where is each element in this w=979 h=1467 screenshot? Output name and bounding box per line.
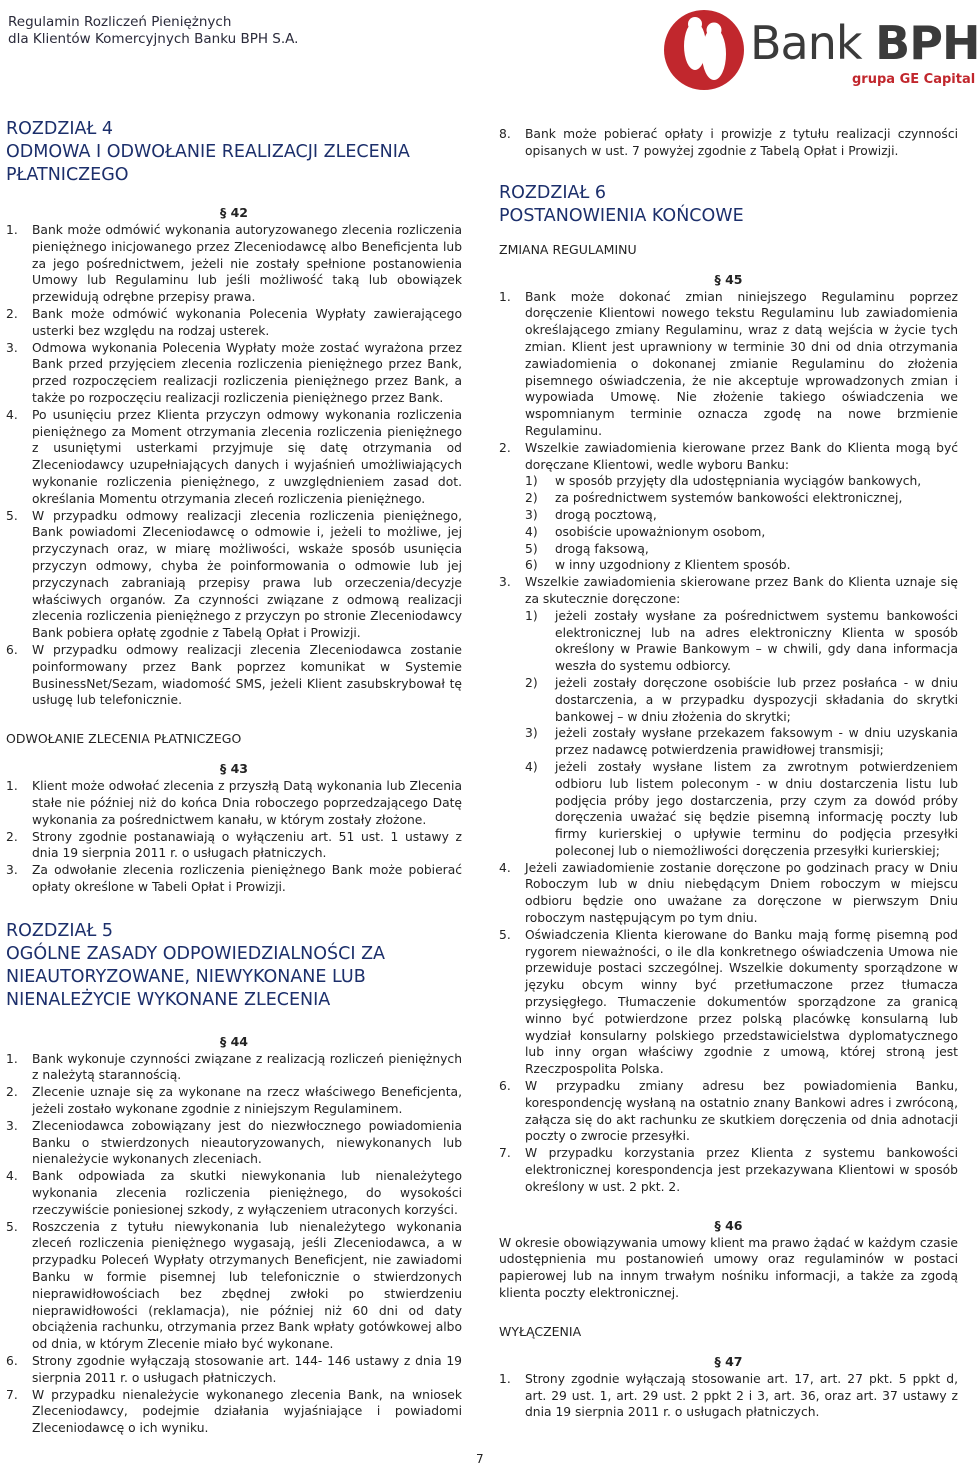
paragraph-46-text: W okresie obowiązywania umowy klient ma prawo żądać w każdym czasie udostępnienia mu postanowień umowy oraz regulaminów w postaci papierowej lub na innym trwałym nośniku informacji, a także za zgodą klienta poczty elektronicznej. xyxy=(499,1235,958,1301)
paragraph-47-number: § 47 xyxy=(714,1353,743,1369)
list-item: 1) jeżeli zostały wysłane za pośrednictwem systemu bankowości elektronicznej lub na adres elektroniczny Klienta w sposób określony w Prawie Bankowym – w chwili, gdy dana informacja weszła do systemu odbiorcy. xyxy=(525,608,958,674)
list-item: 3) jeżeli zostały wysłane przekazem faksowym - w dniu uzyskania przez nadawcę potwierdzenia prawidłowej transmisji; xyxy=(525,726,958,758)
list-item: 6. W przypadku odmowy realizacji zlecenia Zleceniodawca zostanie poinformowany przez Bank poprzez komunikat w Systemie BusinessNet/Sezam, wiadomość SMS, jeżeli Klient zasubskrybował tę usługę lub telefonicznie. xyxy=(6,642,462,708)
paragraph-45-list xyxy=(499,289,958,1196)
bank-bph-logo xyxy=(662,6,979,92)
list-item: 8. Bank może pobierać opłaty i prowizje z tytułu realizacji czynności opisanych w ust. 7 powyżej zgodnie z Tabelą Opłat i Prowizji. xyxy=(499,127,958,158)
list-item: 4. Jeżeli zawiadomienie zostanie doręczone po godzinach pracy w Dniu Roboczym lub w dniu niebędącym Dniem roboczym w miejscu odbioru będzie ono uważane za doręczone w pierwszym Dniu roboczym następującym po tym dniu. xyxy=(499,860,958,926)
paragraph-44-number: § 44 xyxy=(220,1033,248,1049)
chapter-4-heading: ROZDZIAŁ 4 ODMOWA I ODWOŁANIE REALIZACJI ZLECENIA PŁATNICZEGO xyxy=(6,119,410,185)
paragraph-44-list xyxy=(6,1051,462,1437)
delivery-methods-list xyxy=(525,473,958,574)
list-item: 3) drogą pocztową, xyxy=(525,507,657,522)
list-item: 1. Bank wykonuje czynności związane z realizacją rozliczeń pieniężnych z należytą starannością. xyxy=(6,1051,462,1083)
subheading-wylaczenia: WYŁĄCZENIA xyxy=(499,1323,582,1339)
list-item: 6. W przypadku zmiany adresu bez powiadomienia Banku, korespondencję wysłaną na ostatnio znany Bankowi adres i zwróconą, załącza się do akt rachunku ze skutkiem doręczenia od dnia adnotacji poczty o zwrocie przesyłki. xyxy=(499,1079,958,1144)
page-number: 7 xyxy=(476,1452,484,1466)
list-item: 5. Oświadczenia Klienta kierowane do Banku mają formę pisemną pod rygorem nieważności, o ile dla konkretnego oświadczenia Umowa nie przewiduje postaci szczególnej. Wszelkie dokumenty sporządzone w języku obcym winny być przetłumaczone przez tłumacza przysięgłego. Tłumaczenie dokumentów sporządzone za granicą winno być potwierdzone przez polską placówkę konsularną lub wydział konsularny polskiego przedstawicielstwa dyplomatycznego lub inny organ właściwy zgodnie z umową, której stroną jest Rzeczpospolita Polska. xyxy=(499,927,958,1077)
delivery-effectiveness-list xyxy=(525,608,958,860)
left-column xyxy=(6,118,462,1437)
list-item: 2. Strony zgodnie postanawiają o wyłączeniu art. 51 ust. 1 ustawy z dnia 19 sierpnia 2011 r. o usługach płatniczych. xyxy=(6,829,462,861)
logo-subtitle: grupa GE Capital xyxy=(852,72,976,87)
paragraph-43-number: § 43 xyxy=(220,761,248,777)
list-item: 5. W przypadku odmowy realizacji zlecenia rozliczenia pieniężnego, Bank powiadomi Zleceniodawcę o odmowie i, jeżeli to możliwe, jej przyczynach oraz, w miarę możliwości, wskaże sposób usunięcia przyczyn odmowy, chyba że poinformowania o odmowie lub jej przyczynach zabraniają przepisy prawa lub orzeczenia/decyzje właściwych organów. Za czynności związane z odmową realizacji zlecenia rozliczenia pieniężnego z przyczyn po stronie Zleceniodawcy Bank pobiera opłatę zgodnie z Tabelą Opłat i Prowizji. xyxy=(6,508,462,641)
list-item: 6) w inny uzgodniony z Klientem sposób. xyxy=(525,558,791,573)
list-item: 2) za pośrednictwem systemów bankowości elektronicznej, xyxy=(525,491,903,506)
chapter-5-heading: ROZDZIAŁ 5 OGÓLNE ZASADY ODPOWIEDZIALNOŚCI ZA NIEAUTORYZOWANE, NIEWYKONANE LUB NIENALEŻYCIE WYKONANE ZLECENIA xyxy=(6,920,386,1010)
list-item: 1) w sposób przyjęty dla udostępniania wyciągów bankowych, xyxy=(525,474,922,489)
list-item: 3. Odmowa wykonania Polecenia Wypłaty może zostać wyrażona przez Bank przed przyjęciem zlecenia rozliczenia pieniężnego przez Bank, przed rozpoczęciem realizacji rozliczenia pieniężnego przez Bank, a także po rozpoczęciu realizacji rozliczenia pieniężnego przez Bank. xyxy=(6,340,462,405)
list-item: 2. Zlecenie uznaje się za wykonane na rzecz właściwego Beneficjenta, jeżeli zostało wykonane zgodnie z niniejszym Regulaminem. xyxy=(6,1085,462,1117)
list-item: 7. W przypadku korzystania przez Klienta z systemu bankowości elektronicznej korespondencja jest przekazywana Klientowi w sposób określony w ust. 2 pkt. 2. xyxy=(499,1146,958,1194)
header-title-line1: Regulamin Rozliczeń Pieniężnych xyxy=(8,14,232,30)
list-item: 3. Za odwołanie zlecenia rozliczenia pieniężnego Bank może pobierać opłaty określone w Tabeli Opłat i Prowizji. xyxy=(6,863,462,894)
list-item: 2. Bank może odmówić wykonania Polecenia Wypłaty zawierającego usterki bez względu na rodzaj usterek. xyxy=(6,306,462,338)
paragraph-42-list xyxy=(6,222,462,709)
document-header-title xyxy=(8,14,298,48)
list-item: 6. Strony zgodnie wyłączają stosowanie art. 144- 146 ustawy z dnia 19 sierpnia 2011 r. o usługach płatniczych. xyxy=(6,1354,462,1385)
bowling-pins-logo-icon xyxy=(662,6,748,92)
list-item: 1. Klient może odwołać zlecenia z przyszłą Datą wykonania lub Zlecenia stałe nie później niż do końca Dnia roboczego poprzedzającego Datę wykonania za pośrednictwem kanału, w którym zostały złożone. xyxy=(6,779,462,827)
subheading-zmiana-regulaminu: ZMIANA REGULAMINU xyxy=(499,241,637,257)
chapter-6-heading: ROZDZIAŁ 6 POSTANOWIENIA KOŃCOWE xyxy=(499,182,744,226)
list-item: 1. Bank może dokonać zmian niniejszego Regulaminu poprzez doręczenie Klientowi nowego tekstu Regulaminu lub zawiadomienia określającego zmiany Regulaminu, wraz z datą wejścia w życie tych zmian. Klient jest uprawniony w terminie 30 dni od dnia otrzymania zawiadomienia o dokonanej zmianie Regulaminu do złożenia pisemnego oświadczenia, że nie akceptuje wprowadzonych zmian i wypowiada Umowę. Nie złożenie takiego oświadczenia we wspomnianym terminie oznacza zgodę na nowe brzmienie Regulaminu. xyxy=(499,289,958,438)
list-item: 4. Po usunięciu przez Klienta przyczyn odmowy wykonania rozliczenia pieniężnego za Moment otrzymania zlecenia rozliczenia pieniężnego z usuniętymi usterkami przyjmuje się datę otrzymania od Zleceniodawcy uzupełniających danych i wyjaśnień umożliwiających wykonanie rozliczenia pieniężnego, z uwzględnieniem zasad dot. określania Momentu otrzymania zleceń rozliczenia pieniężnego. xyxy=(6,407,462,506)
paragraph-42-number: § 42 xyxy=(220,205,248,220)
list-item: 1. Strony zgodnie wyłączają stosowanie art. 17, art. 27 pkt. 5 ppkt d, art. 29 ust. 1, art. 29 ust. 2 ppkt 2 i 3, art. 36, oraz art. 37 ustawy z dnia 19 sierpnia 2011 r. o usługach płatniczych. xyxy=(499,1371,958,1420)
subheading-odwolanie: ODWOŁANIE ZLECENIA PŁATNICZEGO xyxy=(6,731,242,747)
paragraph-47-list xyxy=(499,1371,958,1421)
list-item: 5. Roszczenia z tytułu niewykonania lub nienależytego wykonania zleceń rozliczenia pieniężnego wygasają, jeśli Zleceniodawca, a w przypadku Poleceń Wypłaty otrzymanych Beneficjent, nie zawiadomi Banku w formie pisemnej lub telefonicznie o stwierdzonych nieprawidłowościach bez zbędnej zwłoki po stwierdzeniu nieprawidłowości (reklamacja), nie później niż 60 dni od daty obciążenia rachunku, otrzymania przez Bank wpłaty gotówkowej albo od dnia, w którym Zlecenie miało być wykonane. xyxy=(6,1219,462,1352)
paragraph-44-continued-list xyxy=(499,126,958,160)
list-item: 4) osobiście upoważnionym osobom, xyxy=(525,524,766,539)
paragraph-46-number: § 46 xyxy=(714,1217,743,1233)
paragraph-43-list xyxy=(6,778,462,896)
list-item: 5) drogą faksową, xyxy=(525,541,649,556)
right-column xyxy=(499,118,958,1421)
list-item: 2. Wszelkie zawiadomienia kierowane przez Bank do Klienta mogą być doręczane Klientowi, wedle wyboru Banku: 1) w sposób przyjęty dla udostępniania wyciągów bankowych, 2) za pośrednictwem systemów bankowości elektronicznej, 3) drogą pocztową, 4) osobiście upoważnionym osobom, 5) drogą faksową, 6) w inny uzgodniony z Klientem sposób. xyxy=(499,440,958,573)
list-item: 1. Bank może odmówić wykonania autoryzowanego zlecenia rozliczenia pieniężnego inicjowanego przez Zleceniodawcę albo Beneficjenta lub za jego pośrednictwem, jeżeli nie zostały spełnione postanowienia Umowy lub Regulaminu lub jeśli możliwość taką lub obowiązek przewidują odrębne przepisy prawa. xyxy=(6,223,462,305)
list-item: 2) jeżeli zostały doręczone osobiście lub przez posłańca - w dniu dostarczenia, a w przypadku dyspozycji składania do skrytki bankowej – w dniu złożenia do skrytki; xyxy=(525,675,958,724)
paragraph-45-number: § 45 xyxy=(714,271,743,287)
list-item: 3. Zleceniodawca zobowiązany jest do niezwłocznego powiadomienia Banku o stwierdzonych nieautoryzowanych, niewykonanych lub nienależycie wykonanych zleceniach. xyxy=(6,1118,462,1167)
list-item: 3. Wszelkie zawiadomienia skierowane przez Bank do Klienta uznaje się za skutecznie doręczone: 1) jeżeli zostały wysłane za pośrednictwem systemu bankowości elektronicznej lub na adres elektroniczny Klienta w sposób określony w Prawie Bankowym – w chwili, gdy dana informacja weszła do systemu odbiorcy. 2) jeżeli zostały doręczone osobiście lub przez posłańca - w dniu dostarczenia, a w przypadku dyspozycji składania do skrytki bankowej – w dniu złożenia do skrytki; 3) jeżeli zostały wysłane przekazem faksowym - w dniu uzyskania przez nadawcę potwierdzenia prawidłowej transmisji; 4) jeżeli zostały wysłane listem za zwrotnym potwierdzeniem odbioru lub listem poleconym - w dniu dostarczenia listu lub podjęcia próby jego dostarczenia, przy czym za dowód próby doręczenia uważać się będzie pisemną informację poczty lub firmy kurierskiej o upływie terminu do podjęcia przesyłki poleconej lub o niemożliwości doręczenia przesyłki kurierskiej; xyxy=(499,575,958,858)
list-item: 4) jeżeli zostały wysłane listem za zwrotnym potwierdzeniem odbioru lub listem poleconym - w dniu dostarczenia listu lub podjęcia próby jego dostarczenia, przy czym za dowód próby doręczenia uważać się będzie pisemną informację poczty lub firmy kurierskiej o upływie terminu do podjęcia przesyłki poleconej lub o niemożliwości doręczenia przesyłki kurierskiej; xyxy=(525,759,958,858)
header-title-line2: dla Klientów Komercyjnych Banku BPH S.A. xyxy=(8,31,299,47)
logo-wordmark: Bank BPH xyxy=(750,16,979,70)
list-item: 7. W przypadku nienależycie wykonanego zlecenia Bank, na wniosek Zleceniodawcy, podejmie działania wyjaśniające i powiadomi Zleceniodawcę o ich wyniku. xyxy=(6,1387,462,1436)
list-item: 4. Bank odpowiada za skutki niewykonania lub nienależytego wykonania zlecenia rozliczenia pieniężnego, do wysokości rzeczywiście poniesionej szkody, z wyłączeniem utraconych korzyści. xyxy=(6,1169,462,1217)
